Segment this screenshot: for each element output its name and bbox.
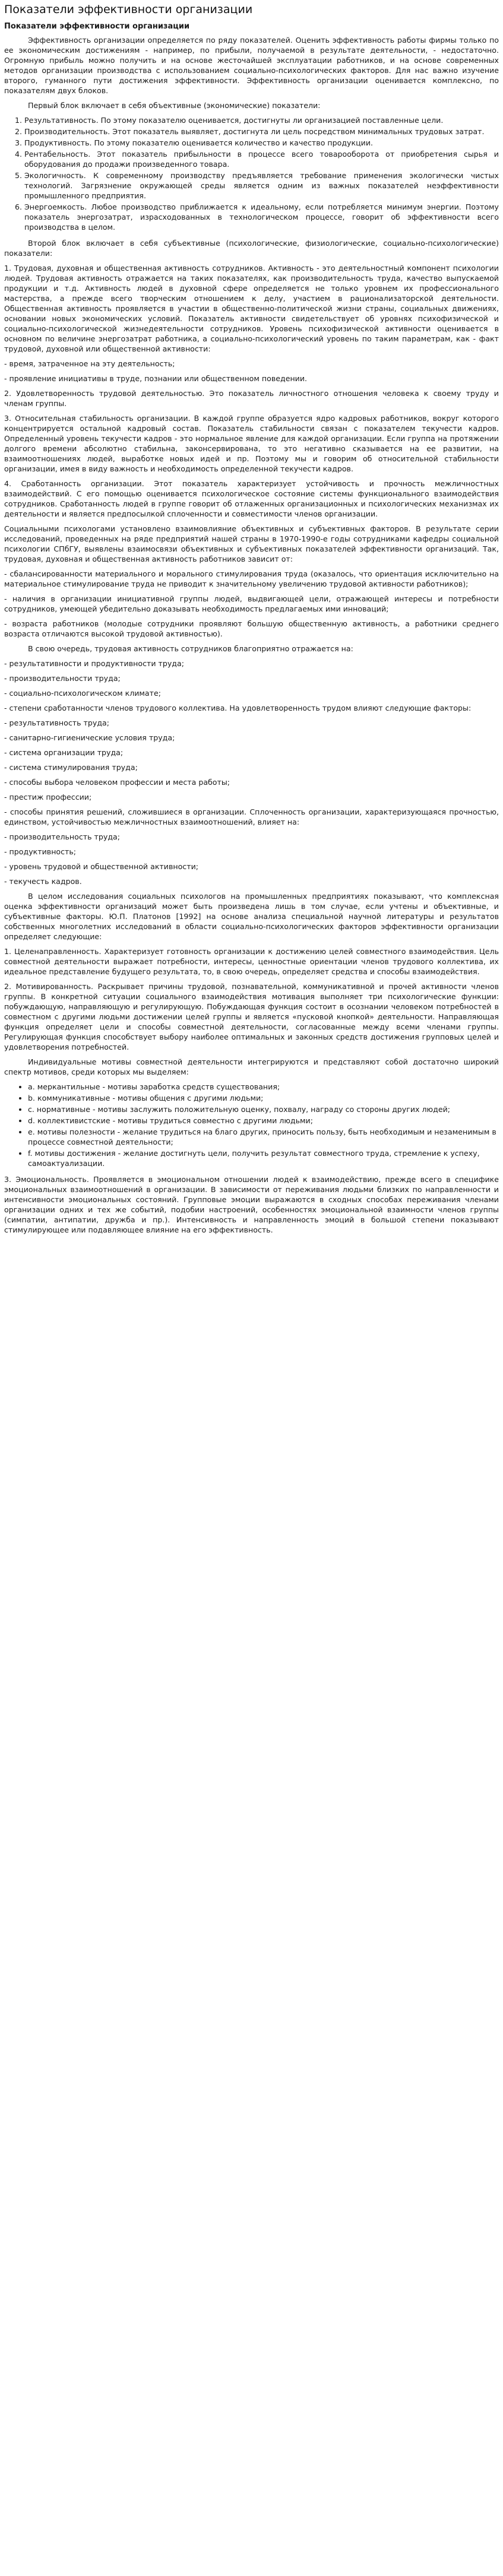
- list-line: - продуктивность;: [4, 847, 77, 856]
- list-line: - проявление инициативы в труде, познании или общественном поведении.: [4, 374, 308, 383]
- list-item: 2. Производительность. Этот показатель выявляет, достигнута ли цель посредством минимальных трудовых затрат.: [24, 126, 499, 137]
- block2-lead: Второй блок включает в себя субъективные (психологические, физиологические, социально-психологические) показатели:: [4, 239, 499, 258]
- list-line: - система стимулирования труда;: [4, 763, 138, 772]
- intro-paragraph: Эффективность организации определяется по ряду показателей. Оценить эффективность работы фирмы только по ее экономическим достижениям - например, по прибыли, получаемой в результате деятельности, - недостаточно. Огромную прибыль можно получить и на основе жесточайшей эксплуатации работников, и на основе современных методов организации производства с использованием социально-психологических факторов. Для нас важно изучение второго, гуманного пути достижения эффективности. Эффективность организации оценивается комплексно, по показателям двух блоков.: [4, 36, 499, 95]
- list-line: - система организации труда;: [4, 748, 124, 757]
- objective-indicators-list: [4, 115, 499, 232]
- paragraph-coherence: 4. Сработанность организации. Этот показатель характеризует устойчивость и прочность межличностных взаимодействий. С его помощью оценивается психологическое состояние системы функционального взаимодействия сотрудников. Сработанность людей в группе говорит об отлаженных организационных и психологических механизмах их деятельности и является предпосылкой сплоченности и совместимости членов организации.: [4, 479, 499, 518]
- paragraph-motives-lead: Индивидуальные мотивы совместной деятельности интегрируются и представляют собой достаточно широкий спектр мотивов, среди которых мы выделяем:: [4, 1057, 499, 1076]
- list-item: • e. мотивы полезности - желание трудиться на благо других, приносить пользу, быть необходимым и незаменимым в процессе совместной деятельности;: [28, 1127, 499, 1147]
- list-item: • c. нормативные - мотивы заслужить положительную оценку, похвалу, награду со стороны других людей;: [28, 1104, 499, 1114]
- motives-list: [4, 1082, 499, 1168]
- list-item: 1. Результативность. По этому показателю оценивается, достигнуты ли организацией поставленные цели.: [24, 115, 499, 125]
- list-line: - производительность труда;: [4, 832, 121, 841]
- list-item: • d. коллективистские - мотивы трудиться совместно с другими людьми;: [28, 1116, 499, 1126]
- paragraph-stability: 3. Относительная стабильность организации. В каждой группе образуется ядро кадровых работников, вокруг которого концентрируется остальной кадровый состав. Показатель стабильности связан с показателем текучести кадров. Определенный уровень текучести кадров - это нормальное явление для каждой организации. Если группа на протяжении долгого времени абсолютно стабильна, законсервирована, то это негативно сказывается на ее развитии, на взаимоотношениях людей, выработке новых идей и пр. Поэтому мы и говорим об относительной стабильности организации, имея в виду важность и необходимость определенной текучести кадров.: [4, 414, 499, 473]
- list-item: 4. Рентабельность. Этот показатель прибыльности в процессе всего товарооборота от приобретения сырья и оборудования до продажи произведенного товара.: [24, 149, 499, 169]
- list-line: - время, затраченное на эту деятельность;: [4, 359, 175, 368]
- list-line: - результативность труда;: [4, 718, 109, 727]
- list-line: - санитарно-гигиенические условия труда;: [4, 733, 175, 742]
- list-item: • b. коммуникативные - мотивы общения с другими людьми;: [28, 1093, 499, 1103]
- list-item: 3. Продуктивность. По этому показателю оценивается количество и качество продукции.: [24, 138, 499, 148]
- list-line: - способы принятия решений, сложившиеся в организации. Сплоченность организации, характеризующаяся прочностью, единством, устойчивостью межличностных взаимоотношений, влияет на:: [4, 807, 499, 826]
- list-line: - престиж профессии;: [4, 793, 92, 801]
- block1-lead: Первый блок включает в себя объективные (экономические) показатели:: [28, 101, 321, 110]
- list-item: 5. Экологичность. К современному производству предъявляется требование применения экологически чистых технологий. Загрязнение окружающей среды является одним из важных показателей неэффективности промышленного предприятия.: [24, 170, 499, 201]
- list-item: • а. меркантильные - мотивы заработка средств существования;: [28, 1082, 499, 1092]
- paragraph-motivation: 2. Мотивированность. Раскрывает причины трудовой, познавательной, коммуникативной и прочей активности членов группы. В конкретной ситуации социального взаимодействия мотивация выполняет три психологические функции: побуждающую, направляющую и регулирующую. Побуждающая функция состоит в осознании человеком потребностей в совместном с другими людьми достижении целей группы и является «пусковой кнопкой» деятельности. Направляющая функция определяет цели и способы совместной деятельности, согласованные между всеми членами группы. Регулирующая функция способствует выбору наиболее оптимальных и законных средств достижения групповых целей и удовлетворения потребностей.: [4, 982, 499, 1051]
- list-line: - возраста работников (молодые сотрудники проявляют большую общественную активность, а работники среднего возраста отличаются высокой трудовой активностью).: [4, 619, 499, 638]
- list-line: - текучесть кадров.: [4, 877, 82, 886]
- paragraph-overall: В целом исследования социальных психологов на промышленных предприятиях показывают, что комплексная оценка эффективности организаций может быть произведена лишь в том случае, если учтены и объективные, и субъективные факторы. Ю.П. Платонов [1992] на основе анализа специальной научной литературы и результатов собственных многолетних исследований в области социально-психологических факторов эффективности организации определяет следующие:: [4, 892, 499, 941]
- page-title: Показатели эффективности организации: [4, 3, 253, 16]
- section-heading: Показатели эффективности организации: [4, 22, 190, 31]
- list-line: - наличия в организации инициативной группы людей, выдвигающей цели, отражающей интересы и потребности сотрудников, умеющей убедительно доказывать необходимость предлагаемых ими инноваций;: [4, 594, 499, 613]
- paragraph-activity: 1. Трудовая, духовная и общественная активность сотрудников. Активность - это деятельностный компонент психологии людей. Трудовая активность отражается на таких показателях, как производительность труда, качество выпускаемой продукции и т.д. Активность людей в духовной сфере определяется не только уровнем их профессионального мастерства, а прежде всего творческим отношением к делу, участием в рационализаторской деятельности. Общественная активность проявляется в участии в общественно-политической жизни страны, социальных движениях, основании новых экономических условий. Показатель активности свидетельствует об уровнях психофизической и социально-психологической жизнедеятельности сотрудников. Уровень психофизической активности оценивается в основном по величине энергозатрат работника, а социально-психологический уровень по таким параметрам, как - факт трудовой, духовной или общественной активности:: [4, 264, 499, 353]
- list-line: - сбалансированности материального и морального стимулирования труда (оказалось, что ориентация исключительно на материальное стимулирование труда не приводит к значительному увеличению трудовой активности работников);: [4, 569, 499, 588]
- paragraph-research: Социальными психологами установлено взаимовлияние объективных и субъективных факторов. В результате серии исследований, проведенных на ряде предприятий нашей страны в 1970-1990-е годы сотрудниками кафедры социальной психологии СПбГУ, выявлены взаимосвязи объективных и субъективных показателей эффективности организаций. Так, трудовая, духовная и общественная активность работников зависит от:: [4, 524, 499, 563]
- list-line: - уровень трудовой и общественной активности;: [4, 862, 198, 871]
- paragraph-effects: В свою очередь, трудовая активность сотрудников благоприятно отражается на:: [28, 644, 353, 653]
- list-line: - результативности и продуктивности труда;: [4, 659, 184, 668]
- list-line: - производительности труда;: [4, 674, 121, 683]
- document-page: [0, 0, 503, 1251]
- list-line: - социально-психологическом климате;: [4, 689, 161, 698]
- list-item: 6. Энергоемкость. Любое производство приближается к идеальному, если потребляется минимум энергии. Поэтому показатель энергозатрат, израсходованных в технологическом процессе, говорит об эффективности всего производства в целом.: [24, 202, 499, 232]
- list-line: - способы выбора человеком профессии и места работы;: [4, 778, 230, 787]
- list-line: - степени сработанности членов трудового коллектива. На удовлетворенность трудом влияют следующие факторы:: [4, 704, 472, 712]
- paragraph-satisfaction: 2. Удовлетворенность трудовой деятельностью. Это показатель личностного отношения человека к своему труду и членам группы.: [4, 389, 499, 408]
- list-item: • f. мотивы достижения - желание достигнуть цели, получить результат совместного труда, стремление к успеху, самоактуализации.: [28, 1148, 499, 1168]
- paragraph-purposefulness: 1. Целенаправленность. Характеризует готовность организации к достижению целей совместного взаимодействия. Цель совместной деятельности выражает потребности, интересы, ценностные ориентации членов трудового коллектива, их идеальное представление будущего результата, то, в свою очередь, определяет средства и способы взаимодействия.: [4, 947, 499, 976]
- paragraph-emotionality: 3. Эмоциональность. Проявляется в эмоциональном отношении людей к взаимодействию, прежде всего в специфике эмоциональных взаимоотношений в организации. В зависимости от переживания людьми близких по направленности и интенсивности эмоциональных состояний. Групповые эмоции выражаются в сходных способах переживания членами организации одних и тех же событий, подобии настроений, особенностях эмоциональной взаимности членов группы (симпатии, антипатии, дружба и пр.). Интенсивность и направленность эмоций в большой степени показывают стимулирующее или подавляющее влияние на его эффективность.: [4, 1175, 499, 1234]
